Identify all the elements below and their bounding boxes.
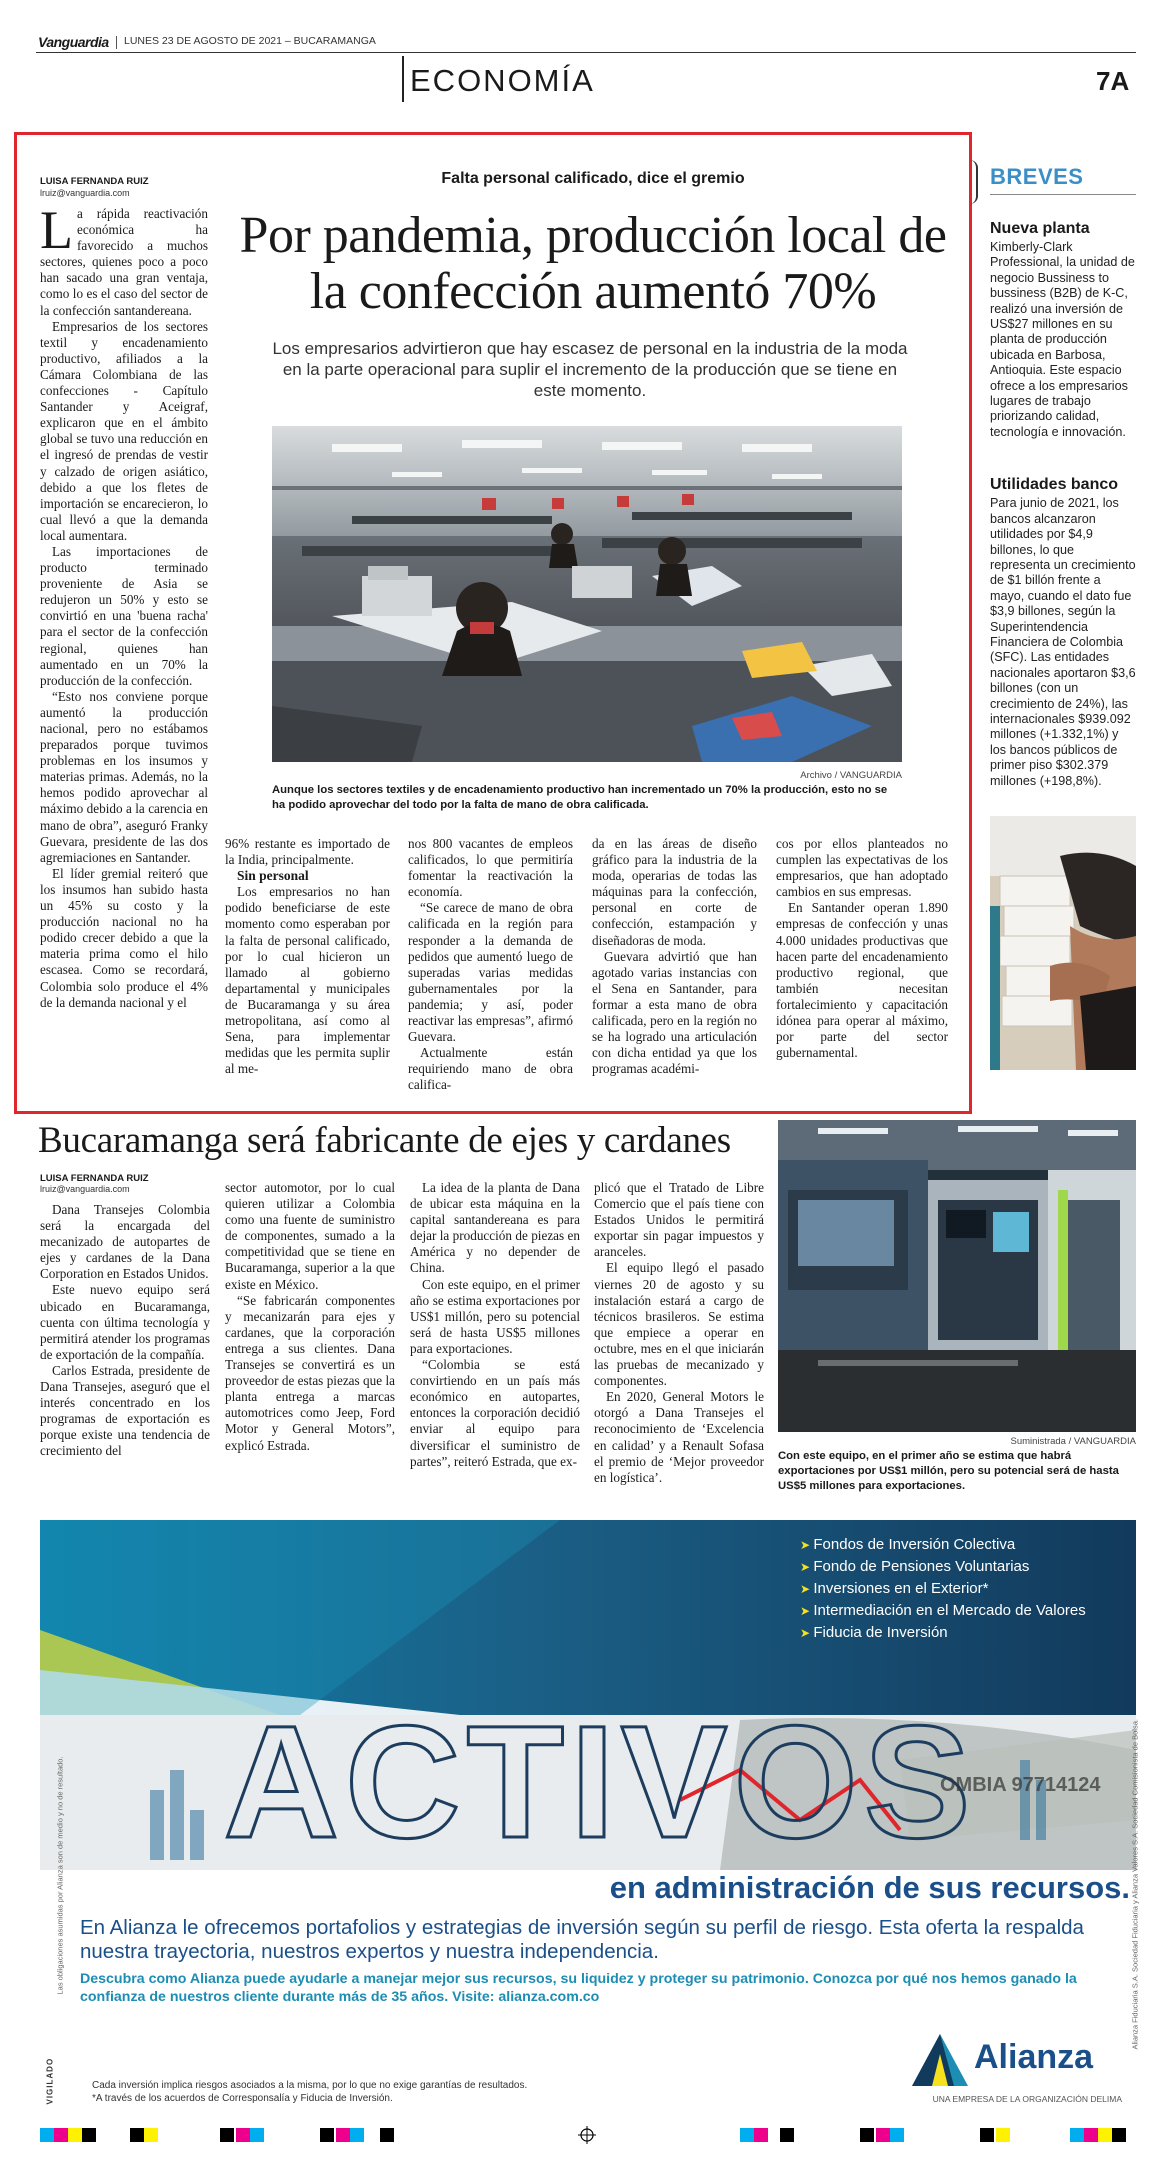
print-color-bar-left: [40, 2128, 420, 2142]
second-headline: Bucaramanga será fabricante de ejes y cardanes: [38, 1120, 731, 1161]
brief-text: Para junio de 2021, los bancos alcanzaron utilidades por $4,9 billones, lo que representa un crecimiento de $1 billón frente a mayo, cuando el dato fue $3,9 billones, según la Superintendencia Financiera de Colombia (SFC). Las entidades nacionales aportaron $3,6 billones (con un crecimiento de 24%), las internacionales $939.092 millones (+1.332,1%) y los bancos públicos de primer piso $302.379 millones (+198,8%).: [990, 496, 1136, 788]
lead-paragraph: Los empresarios advirtieron que hay escasez de personal en la industria de la moda en la parte operacional para suplir el incremento de la producción que se tiene en este momento.: [272, 339, 908, 400]
alianza-advertisement[interactable]: [40, 1520, 1140, 2110]
breves-column: [990, 220, 1136, 789]
photo-credit: Archivo / VANGUARDIA: [800, 770, 902, 781]
byline-email[interactable]: lruiz@vanguardia.com: [40, 188, 130, 198]
headline: Por pandemia, producción local de la confección aumentó 70%: [239, 207, 947, 320]
kicker: Falta personal calificado, dice el gremio: [441, 170, 745, 187]
paragraph: El líder gremial reiteró que los insumos han subido hasta un 45% su costo y la producción nacional no ha podido crecer debido a que la materia prima como el hilo escasea. Como se recordará, Colombia solo produce el 4% de la demanda nacional y el: [40, 865, 208, 1010]
paragraph: La idea de la planta de Dana de ubicar esta máquina en la capital santandereana es para dejar la producción de piezas en América y no depender de China.: [410, 1180, 580, 1276]
newspaper-logo[interactable]: Vanguardia: [38, 34, 109, 50]
paragraph: Guevara advirtió que han agotado varias instancias con el Sena en Santander, para formar a esta mano de obra calificada, pero en la región no se ha logrado una articulación con dicha entidad ya que los programas académi-: [592, 948, 757, 1077]
paragraph: En 2020, General Motors le otorgó a Dana Transejes el reconocimiento de ‘Excelencia en calidad’ y a Renault Sofasa el premio de ‘Mejor proveedor en logística’.: [594, 1389, 764, 1485]
article-column-5: [776, 836, 948, 1092]
paragraph: a rápida reactivación económica ha favorecido a muchos sectores, quienes poco a poco han sacado una gran ventaja, como lo es el caso del sector de la confección santandereana.: [40, 206, 208, 318]
paragraph: “Esto nos conviene porque aumentó la producción nacional, pero no estábamos preparados porque tuvimos problemas en los insumos y materias primas. Además, no la hemos podido aprovechar al máximo debido a la carencia en mano de obra”, aseguró Franky Guevara, presidente de las dos agremiaciones en Santander.: [40, 688, 208, 865]
service-item: ➤ Fondos de Inversión Colectiva: [800, 1534, 1086, 1556]
machine-photo[interactable]: [778, 1120, 1136, 1432]
article-column-2: [225, 836, 390, 1092]
registration-mark-icon: [578, 2126, 596, 2144]
paragraph: 96% restante es importado de la India, principalmente.: [225, 836, 390, 868]
color-bar-graphic: [740, 2128, 1140, 2142]
service-item: ➤ Fondo de Pensiones Voluntarias: [800, 1556, 1086, 1578]
alianza-logo-icon: [910, 2032, 970, 2088]
ad-cta[interactable]: Descubra como Alianza puede ayudarle a manejar mejor sus recursos, su liquidez y proteger su patrimonio. Conozca por qué nos hemos ganado la confianza de nuestros cliente durante más de 35 años. Visite: alianza.com.co: [80, 1971, 1077, 2005]
paragraph: Los empresarios no han podido beneficiarse de este momento como esperaban por la falta de personal calificado, por lo cual hicieron un llamado al gobierno departamental y municipales de Bucaramanga y su área metropolitana, así como al Sena, para implementar medidas que les permita suplir al me-: [225, 884, 390, 1077]
brief-text: Kimberly-Clark Professional, la unidad de negocio Bussiness to bussiness (B2B) de K-C, realizó una inversión de US$27 millones en su planta de producción ubicada en Barbosa, Antioquia. Este espacio ofrece a los empresarios lugares de trabajo priorizando calidad, tecnología e innovación.: [990, 240, 1135, 439]
paragraph: El equipo llegó el pasado viernes 20 de agosto y su instalación estará a cargo de técnicos brasileros. Se estima que empiece a operar en octubre, mes en el que iniciarán las pruebas de mecanizado y componentes.: [594, 1260, 764, 1389]
paragraph: Actualmente están requiriendo mano de obra califica-: [408, 1045, 573, 1093]
ad-disclaimer: *A través de los acuerdos de Corresponsalía y Fiducia de Inversión.: [92, 2093, 393, 2104]
masthead: [36, 34, 1136, 54]
vigilado-mark: VIGILADO: [45, 2057, 55, 2105]
breves-rule: [990, 194, 1136, 195]
paragraph: plicó que el Tratado de Libre Comercio que el país tiene con Estados Unidos le permitirá exportar sin pagar impuestos y aranceles.: [594, 1180, 764, 1260]
banknote-text: OMBIA 97714124: [940, 1774, 1101, 1796]
article-column-1: [40, 200, 208, 1074]
brief-title: Nueva planta: [990, 220, 1090, 237]
paragraph: Las importaciones de producto terminado proveniente de Asia se redujeron un 50% y esto se convirtió en una 'buena racha' para el sector de la confección regional, quienes han aumentado en un 70% la producción de la confección.: [40, 543, 208, 688]
service-item: ➤ Intermediación en el Mercado de Valores: [800, 1600, 1086, 1622]
paragraph: cos por ellos planteados no cumplen las expectativas de los empresarios, que han adoptado cambios en sus empresas.: [776, 836, 948, 900]
header-rule: [36, 52, 1136, 53]
paragraph: nos 800 vacantes de empleos calificados, lo que permitiría fomentar la reactivación la economía.: [408, 836, 573, 900]
logo-divider: [116, 36, 117, 49]
service-item: ➤ Inversiones en el Exterior*: [800, 1578, 1086, 1600]
alianza-logo[interactable]: [892, 2032, 1122, 2104]
section-divider: [402, 56, 404, 102]
breves-brace: [966, 160, 978, 204]
paragraph: Dana Transejes Colombia será la encargada del mecanizado de autopartes de ejes y cardanes de la Dana Corporation en Estados Unidos.: [40, 1202, 210, 1282]
article-column-1: [40, 1202, 210, 1502]
ad-headline-activos: ACTIVOS: [223, 1692, 977, 1871]
paragraph: sector automotor, por lo cual quieren utilizar a Colombia como una fuente de suministro de componentes, sumado a la competitividad que se tiene en Bucaramanga, superior a la que existe en México.: [225, 1180, 395, 1292]
paragraph: da en las áreas de diseño gráfico para la industria de la moda, operarias de todas las máquinas para la confección, personal en corte de confección, estampación y diseñadoras de moda.: [592, 836, 757, 948]
byline: LUISA FERNANDA RUIZ: [40, 1173, 149, 1184]
paragraph: “Se carece de mano de obra calificada en la región para responder a la demanda de pedidos que aumentó luego de superadas varias medidas gubernamentales por la pandemia; y así, poder reactivar las empresas”, afirmó Guevara.: [408, 900, 573, 1045]
service-item: ➤ Fiducia de Inversión: [800, 1622, 1086, 1644]
ad-tagline: en administración de sus recursos.: [609, 1870, 1130, 1905]
service-list: [800, 1534, 1086, 1644]
ad-side-legal-left: Las obligaciones asumidas por Alianza son de medio y no de resultado.: [55, 1756, 65, 1995]
alianza-subtitle: UNA EMPRESA DE LA ORGANIZACIÓN DELIMA: [932, 2094, 1122, 2104]
ad-side-legal-right: Alianza Fiduciaria S.A. Sociedad Fiduciaria y Alianza Valores S.A. Sociedad Comisionista de Bolsa.: [1130, 1719, 1140, 2050]
article-column-4: [592, 836, 757, 1092]
subheading: Sin personal: [237, 868, 309, 884]
paragraph: En Santander operan 1.890 empresas de confección y unas 4.000 unidades productivas que hacen parte del encadenamiento productivo regional, que también necesitan fortalecimiento y capacitación idónea para operar al máximo, por parte del sector gubernamental.: [776, 900, 948, 1061]
photo-caption: Aunque los sectores textiles y de encadenamiento productivo han incrementado un 70% la producción, esto no se ha podido aprovechar del todo por la falta de mano de obra calificada.: [272, 784, 888, 811]
ad-body: En Alianza le ofrecemos portafolios y estrategias de inversión según su perfil de riesgo. Esta oferta la respalda nuestra trayectoria, nuestros expertos y nuestra independencia.: [80, 1916, 1084, 1963]
article-column-3: [410, 1180, 580, 1502]
page-number: 7A: [1096, 66, 1130, 96]
section-title: ECONOMÍA: [410, 63, 595, 98]
paragraph: Carlos Estrada, presidente de Dana Transejes, aseguró que el interés concentrado en los programas de exportación es porque existe una tendencia de crecimiento del: [40, 1362, 210, 1459]
article-column-2: [225, 1180, 395, 1502]
workshop-photo[interactable]: [272, 426, 902, 762]
ad-disclaimer: Cada inversión implica riesgos asociados a la misma, por lo que no exige garantías de resultados.: [92, 2080, 528, 2091]
photo-credit: Suministrada / VANGUARDIA: [1010, 1436, 1136, 1447]
paragraph: “Colombia se está convirtiendo en un país más económico en autopartes, entonces la corporación decidió enviar al equipo para diversificar el suministro de partes”, reiteró Estrada, que ex-: [410, 1357, 580, 1469]
color-bar-graphic: [40, 2128, 420, 2142]
brief-photo-illustration: [990, 816, 1136, 1070]
photo-caption: Con este equipo, en el primer año se estima que habrá exportaciones por US$1 millón, pero su potencial será de hasta US$5 millones para exportaciones.: [778, 1450, 1119, 1492]
article-column-3: [408, 836, 573, 1092]
issue-date: LUNES 23 DE AGOSTO DE 2021 – BUCARAMANGA: [124, 35, 376, 47]
paragraph: Este nuevo equipo será ubicado en Bucaramanga, cuenta con última tecnología y permitirá atender los programas de exportación de la compañía.: [40, 1282, 210, 1362]
drop-cap: L: [40, 200, 73, 260]
brief-photo[interactable]: [990, 816, 1136, 1070]
machine-photo-illustration: [778, 1120, 1136, 1432]
print-color-bar-right: [740, 2128, 1140, 2142]
paragraph: “Se fabricarán componentes y mecanizarán para ejes y cardanes, que la corporación entrega a sus clientes. Dana Transejes se convertirá es un proveedor de estas piezas que la planta entrega a marcas automotrices como Jeep, Ford Motor y General Motors”, explicó Estrada.: [225, 1292, 395, 1453]
byline: LUISA FERNANDA RUIZ: [40, 176, 149, 187]
paragraph: Con este equipo, en el primer año se estima exportaciones por US$1 millón, pero su potencial será de hasta US$5 millones para exportaciones.: [410, 1276, 580, 1356]
article-column-4: [594, 1180, 764, 1502]
paragraph: Empresarios de los sectores textil y encadenamiento productivo, afiliados a la Cámara Colombiana de las confecciones - Capítulo Santander y Aceigraf, explicaron que en el ámbito global se tuvo una reducción en el ingresó de prendas de vestir y calzado de origen asiático, debido a que los fletes de importación se encarecieron, lo cual llevó a que la demanda local aumentara.: [40, 318, 208, 543]
byline-email[interactable]: lruiz@vanguardia.com: [40, 1184, 130, 1194]
workshop-photo-illustration: [272, 426, 902, 762]
breves-title: BREVES: [990, 164, 1084, 189]
alianza-wordmark: Alianza: [974, 2038, 1094, 2076]
brief-title: Utilidades banco: [990, 476, 1119, 494]
